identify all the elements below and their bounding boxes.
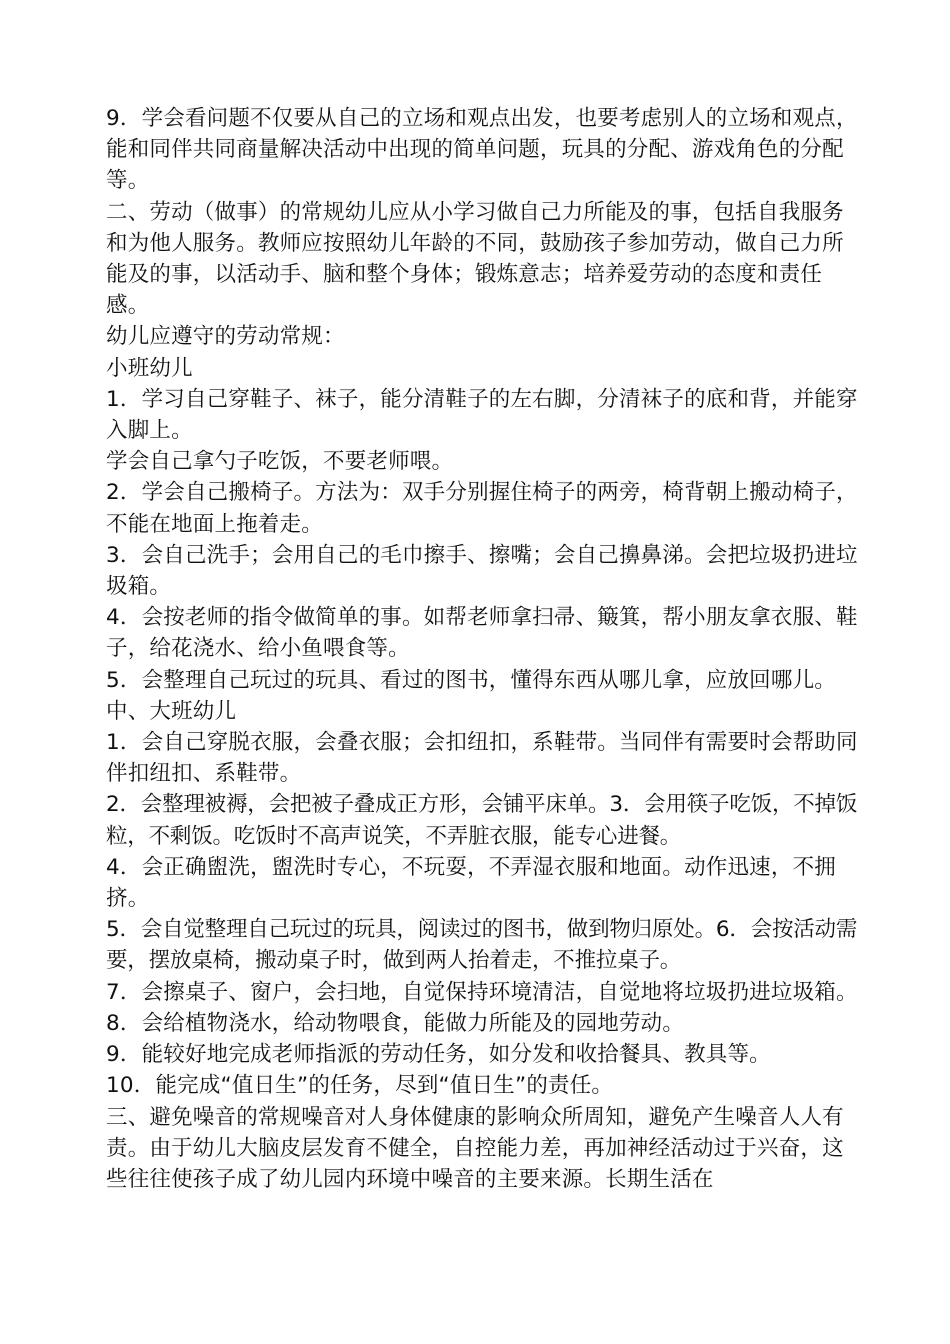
paragraph-small-item-2: 2．学会自己搬椅子。方法为：双手分别握住椅子的两旁，椅背朝上搬动椅子，不能在地面上拖着走。 <box>106 480 858 537</box>
paragraph-mid-item-1: 1．会自己穿脱衣服，会叠衣服；会扣纽扣，系鞋带。当同伴有需要时会帮助同伴扣纽扣、系鞋带。 <box>106 730 858 787</box>
paragraph-mid-item-4: 4．会正确盥洗，盥洗时专心，不玩耍，不弄湿衣服和地面。动作迅速，不拥挤。 <box>106 854 836 912</box>
paragraph-small-spoon: 学会自己拿勺子吃饭，不要老师喂。 <box>106 449 454 475</box>
paragraph-mid-item-9: 9．能较好地完成老师指派的劳动任务，如分发和收拾餐具、教具等。 <box>106 1042 771 1068</box>
paragraph-small-class-heading: 小班幼儿 <box>106 355 193 381</box>
paragraph-small-item-5: 5．会整理自己玩过的玩具、看过的图书，懂得东西从哪儿拿，应放回哪儿。中、大班幼儿 <box>106 667 836 724</box>
paragraph-section-three-noise: 三、避免噪音的常规噪音对人身体健康的影响众所周知，避免产生噪音人人有责。由于幼儿大脑皮层发育不健全，自控能力差，再加神经活动过于兴奋，这些往往使孩子成了幼儿园内环境中噪音的主要来源。长期生活在 <box>106 1104 844 1192</box>
paragraph-mid-item-10: 10．能完成“值日生”的任务，尽到“值日生”的责任。 <box>106 1073 614 1099</box>
paragraph-small-item-3: 3．会自己洗手；会用自己的毛巾擦手、擦嘴；会自己擤鼻涕。会把垃圾扔进垃圾箱。 <box>106 542 858 600</box>
paragraph-item-9-perspective: 9．学会看问题不仅要从自己的立场和观点出发，也要考虑别人的立场和观点，能和同伴共同商量解决活动中出现的简单问题，玩具的分配、游戏角色的分配等。 <box>106 106 858 194</box>
paragraph-mid-item-8: 8．会给植物浇水，给动物喂食，能做力所能及的园地劳动。 <box>106 1010 685 1036</box>
paragraph-small-item-1: 1．学习自己穿鞋子、袜子，能分清鞋子的左右脚，分清袜子的底和背，并能穿入脚上。 <box>106 386 858 444</box>
paragraph-labor-rules-heading: 幼儿应遵守的劳动常规： <box>106 324 345 350</box>
paragraph-section-two-labor: 二、劳动（做事）的常规幼儿应从小学习做自己力所能及的事，包括自我服务和为他人服务。教师应按照幼儿年龄的不同，鼓励孩子参加劳动，做自己力所能及的事，以活动手、脑和整个身体；锻炼意志；培养爱劳动的态度和责任感。 <box>106 199 844 319</box>
paragraph-small-item-4: 4．会按老师的指令做简单的事。如帮老师拿扫帚、簸箕，帮小朋友拿衣服、鞋子，给花浇水、给小鱼喂食等。 <box>106 605 858 662</box>
paragraph-mid-item-7: 7．会擦桌子、窗户，会扫地，自觉保持环境清洁，自觉地将垃圾扔进垃圾箱。 <box>106 979 858 1005</box>
body-text <box>106 103 858 1195</box>
paragraph-mid-item-5-6: 5．会自觉整理自己玩过的玩具，阅读过的图书，做到物归原处。6．会按活动需要，摆放桌椅，搬动桌子时，做到两人抬着走，不推拉桌子。 <box>106 917 858 974</box>
paragraph-mid-item-2-3: 2．会整理被褥，会把被子叠成正方形，会铺平床单。3．会用筷子吃饭，不掉饭粒，不剩饭。吃饭时不高声说笑，不弄脏衣服，能专心进餐。 <box>106 792 858 849</box>
